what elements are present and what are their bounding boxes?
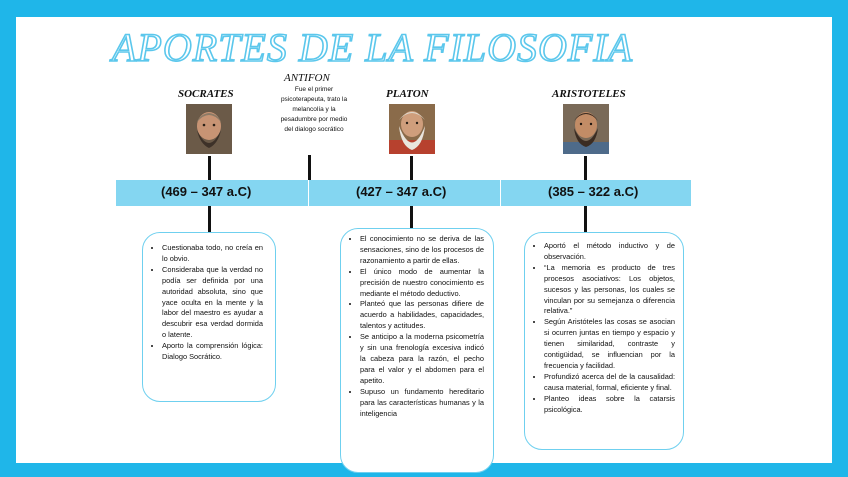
list-item: • Consideraba que la verdad no podía ser definida por una autoridad absoluta, sino que yace oculta en la mente y la labor del maestro es ayudar a descubrir esa verdad dormida o latente. [162, 265, 263, 341]
antifon-name: ANTIFON [284, 72, 330, 84]
list-item: • Cuestionaba todo, no creía en lo obvio. [162, 243, 263, 265]
list-item: • Supuso un fundamento hereditario para las características humanas y la inteligencia [360, 387, 484, 420]
list-item: • Aportó el método inductivo y de observación. [544, 241, 675, 263]
list-item: • El conocimiento no se deriva de las sensaciones, sino de los procesos de razonamiento a partir de ellas. [360, 234, 484, 267]
list-item: • Planteo ideas sobre la catarsis psicológica. [544, 394, 675, 416]
aristoteles-connector-bottom [584, 206, 587, 232]
list-item: • El único modo de aumentar la precisión de nuestro conocimiento es mediante el método deductivo. [360, 267, 484, 300]
socrates-connector-top [208, 156, 211, 180]
list-item: • Planteó que las personas difiere de acuerdo a habilidades, capacidades, talentos y actitudes. [360, 299, 484, 332]
aristoteles-box [524, 232, 684, 450]
socrates-box [142, 232, 276, 402]
timeline-divider [500, 180, 501, 206]
aristoteles-name: ARISTOTELES [552, 88, 626, 100]
platon-name: PLATON [386, 88, 429, 100]
platon-box [340, 228, 494, 473]
platon-connector-bottom [410, 206, 413, 228]
socrates-connector-bottom [208, 206, 211, 232]
list-item: • Profundizó acerca del de la causalidad: causa material, formal, eficiente y final. [544, 372, 675, 394]
list-item: • Aporto la comprensión lógica: Dialogo Socrático. [162, 341, 263, 363]
platon-date: (427 – 347 a.C) [356, 184, 447, 199]
list-item: • “La memoria es producto de tres procesos asociativos: Los objetos, sucesos y las personas, los cuales se vinculan por su semejanza o diferencia relativa.” [544, 263, 675, 318]
aristoteles-date: (385 – 322 a.C) [548, 184, 639, 199]
socrates-date: (469 – 347 a.C) [161, 184, 252, 199]
platon-portrait [389, 104, 435, 154]
socrates-portrait [186, 104, 232, 154]
platon-connector-top [410, 156, 413, 180]
list-item: • Se anticipo a la moderna psicometría y sin una frenología excesiva indicó la cabeza para la razón, el pecho para el valor y el abdomen para el apetito. [360, 332, 484, 387]
list-item: • Según Aristóteles las cosas se asocian si ocurren juntas en tiempo y espacio y tienen similaridad, contraste y contigüidad, se influencian por la frecuencia y facilidad. [544, 317, 675, 372]
page-title: APORTES DE LA FILOSOFIA [112, 25, 634, 70]
antifon-connector [308, 155, 311, 180]
aristoteles-connector-top [584, 156, 587, 180]
antifon-description: Fue el primer psicoterapeuta, trato la melancolía y la pesadumbre por medio del dialogo socrático [280, 86, 348, 133]
timeline-divider [308, 180, 309, 206]
aristoteles-portrait [563, 104, 609, 154]
socrates-name: SOCRATES [178, 88, 234, 100]
